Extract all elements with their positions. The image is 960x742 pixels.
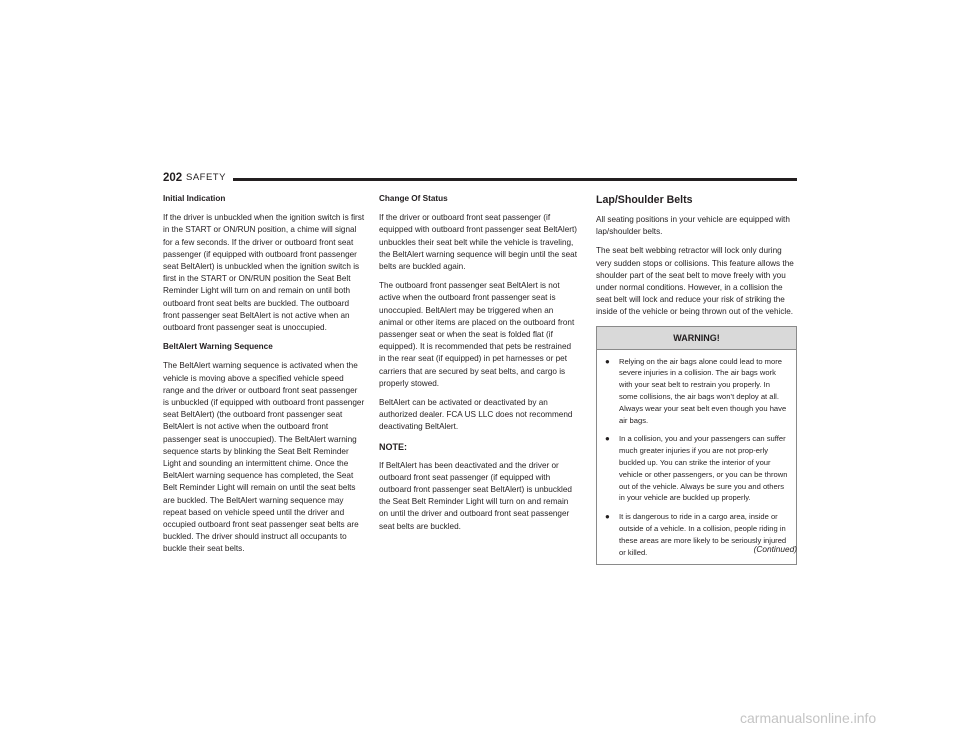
- change-of-status-paragraph-1: If the driver or outboard front seat passenger (if equipped with outboard front passenger seat BeltAlert) unbuckles their seat belt while the vehicle is traveling, the BeltAlert warning sequence will begin until the seat belts are buckled again.: [379, 213, 577, 272]
- warning-sequence-heading: BeltAlert Warning Sequence: [163, 342, 273, 352]
- lap-shoulder-paragraph-2: The seat belt webbing retractor will lock only during very sudden stops or collisions. This feature allows the shoulder part of the seat belt to move freely with you under normal conditions. However, in a collision the seat belt will lock and reduce your risk of striking the inside of the vehicle or being thrown out of the vehicle.: [596, 246, 794, 317]
- section-title: SAFETY: [186, 172, 226, 183]
- continued-label: (Continued): [753, 544, 797, 554]
- column-2: [379, 193, 579, 540]
- warning-sequence-text: The BeltAlert warning sequence is activated when the vehicle is moving above a specified vehicle speed range and the driver or outboard front seat passenger is unbuckled (if equipped with outboard front passenger seat BeltAlert) (the outboard front passenger seat BeltAlert is not active when the outboard front passenger seat is unoccupied). The BeltAlert warning sequence starts by blinking the Seat Belt Reminder Light and sounding an intermittent chime. Once the BeltAlert warning sequence has completed, the Seat Belt Reminder Light will remain on until the seat belts are buckled. The BeltAlert warning sequence may repeat based on vehicle speed until the driver and occupied outboard front seat passenger seat belts are buckled. The driver should instruct all occupants to buckle their seat belts.: [163, 361, 365, 554]
- initial-indication-heading: Initial Indication: [163, 194, 226, 203]
- change-of-status-paragraph-3: BeltAlert can be activated or deactivated by an authorized dealer. FCA US LLC does not recommend deactivating BeltAlert.: [379, 398, 573, 432]
- warning-title: WARNING!: [597, 327, 796, 350]
- warning-item-text: In a collision, you and your passengers can suffer much greater injuries if you are not prop-erly buckled up. You can strike the interior of your vehicle or other passengers, or you can be thrown out of the vehicle. Always be sure you and others in your vehicle are buckled up properly.: [619, 434, 788, 503]
- watermark: carmanualsonline.info: [740, 710, 877, 726]
- warning-box: [596, 326, 797, 566]
- initial-indication-text: If the driver is unbuckled when the ignition switch is first in the START or ON/RUN position, a chime will signal for a few seconds. If the driver or outboard front seat passenger (if equipped with outboard front passenger seat BeltAlert) is unbuckled when the ignition switch is first in the START or ON/RUN position the Seat Belt Reminder Light will turn on and remain on until both outboard front seat belts are buckled. The outboard front passenger seat BeltAlert is not active when an outboard front passenger seat is unoccupied.: [163, 213, 365, 333]
- bullet-icon: ●: [605, 512, 610, 522]
- column-3: [596, 193, 797, 565]
- lap-shoulder-heading: Lap/Shoulder Belts: [596, 194, 693, 206]
- bullet-icon: ●: [605, 356, 610, 366]
- bullet-icon: ●: [605, 434, 610, 444]
- column-1: [163, 193, 365, 563]
- warning-item-text: It is dangerous to ride in a cargo area, inside or outside of a vehicle. In a collision, people riding in these areas are more likely to be seriously injured or killed.: [619, 512, 787, 557]
- warning-item: [605, 433, 788, 504]
- warning-item: [605, 356, 788, 427]
- change-of-status-heading: Change Of Status: [379, 194, 448, 203]
- lap-shoulder-paragraph-1: All seating positions in your vehicle are equipped with lap/shoulder belts.: [596, 215, 790, 237]
- note-text: If BeltAlert has been deactivated and the driver or outboard front seat passenger (if equipped with outboard front passenger seat BeltAlert) is unbuckled the Seat Belt Reminder Light will turn on and remain on until the driver and outboard front seat passenger seat belts are buckled.: [379, 460, 572, 531]
- note-label: NOTE:: [379, 441, 407, 452]
- page-number: 202: [163, 172, 183, 184]
- change-of-status-paragraph-2: The outboard front passenger seat BeltAlert is not active when the outboard front passenger seat is unoccupied. BeltAlert may be triggered when an animal or other items are placed on the outboard front passenger seat or when the seat is folded flat (if equipped). It is recommended that pets be restrained in the rear seat (if equipped) in pet harnesses or pet carriers that are secured by seat belts, and cargo is properly stowed.: [379, 281, 575, 388]
- warning-item-text: Relying on the air bags alone could lead to more severe injuries in a collision. The air bags work with your seat belt to restrain you properly. In some collisions, the air bags won’t deploy at all. Always wear your seat belt even though you have air bags.: [619, 356, 787, 425]
- warning-list: [597, 350, 796, 565]
- header-rule: [233, 178, 797, 181]
- page-header: [163, 170, 797, 188]
